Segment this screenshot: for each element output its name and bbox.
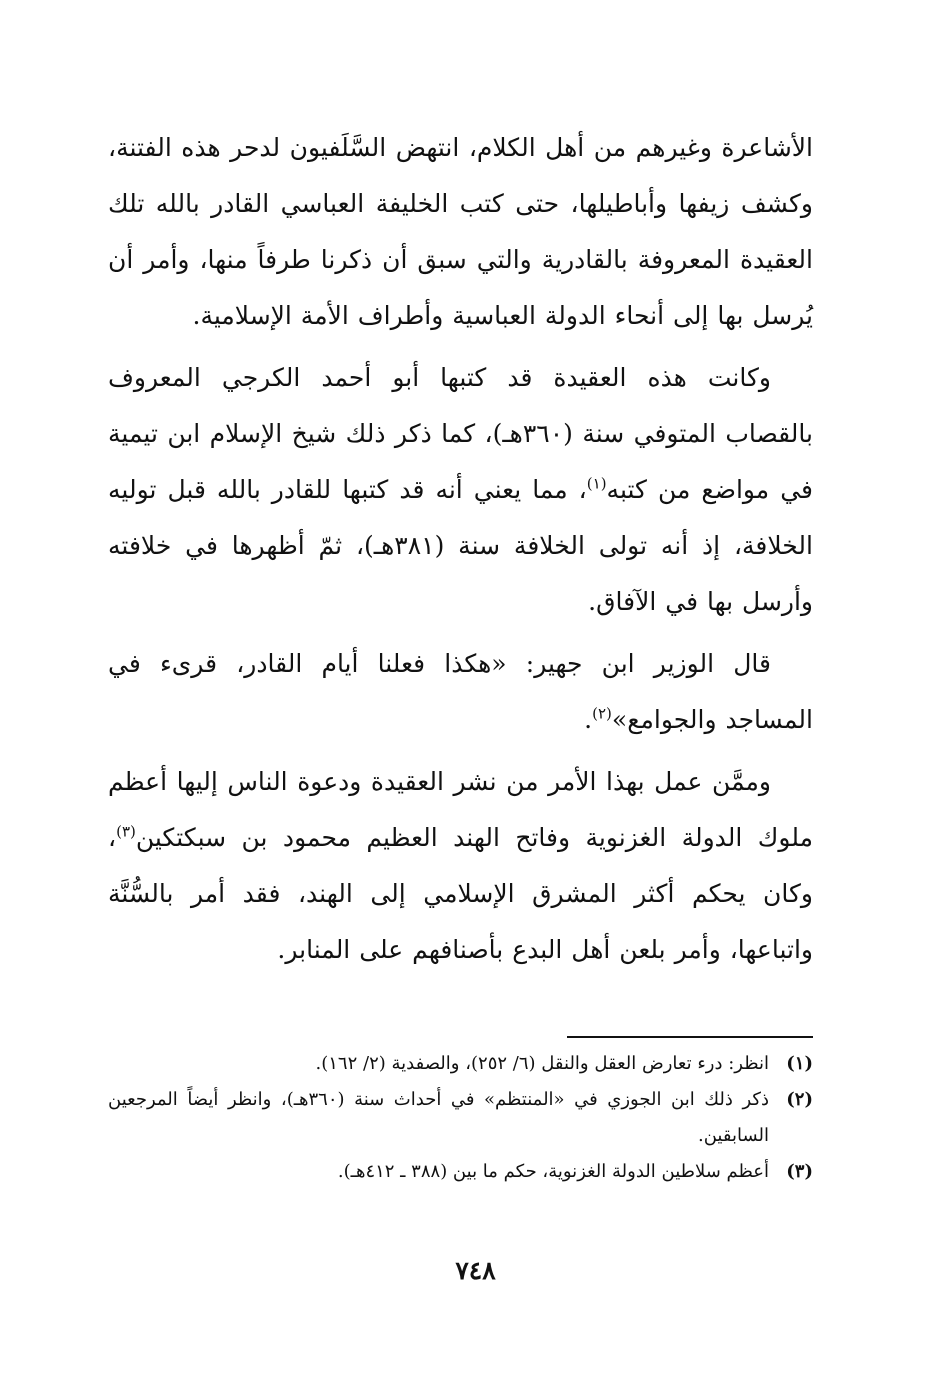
footnote-3-number: (٣): [786, 1161, 813, 1182]
paragraph-3-text-after: .: [584, 705, 593, 734]
footnote-1-text: انظر: درء تعارض العقل والنقل (٦/ ٢٥٢)، والصفدية (٢/ ١٦٢).: [315, 1053, 769, 1074]
footnote-3: [108, 1154, 813, 1190]
footnote-1-number: (١): [786, 1053, 813, 1074]
paragraph-4: [108, 754, 813, 978]
page-number: ٧٤٨: [455, 1256, 496, 1285]
paragraph-2: [108, 350, 813, 630]
paragraph-2-text-after: ، مما يعني أنه قد كتبها للقادر بالله قبل توليه الخلافة، إذ أنه تولى الخلافة سنة (٣٨١هـ)، ثمّ أظهرها في خلافته وأرسل بها في الآفاق.: [108, 475, 813, 616]
paragraph-1: [108, 120, 813, 344]
footnote-1: [108, 1046, 813, 1082]
footnote-separator: [567, 1036, 813, 1038]
paragraph-4-text-after: ، وكان يحكم أكثر المشرق الإسلامي إلى الهند، فقد أمر بالسُّنَّة واتباعها، وأمر بلعن أهل البدع بأصنافهم على المنابر.: [108, 823, 813, 964]
paragraph-4-text-before: وممَّن عمل بهذا الأمر من نشر العقيدة ودعوة الناس إليها أعظم ملوك الدولة الغزنوية وفاتح الهند العظيم محمود بن سبكتكين: [108, 767, 813, 852]
footnotes: [108, 1046, 813, 1190]
footnote-ref-2[interactable]: (٢): [592, 704, 612, 723]
footnote-3-text: أعظم سلاطين الدولة الغزنوية، حكم ما بين (٣٨٨ ـ ٤١٢هـ).: [337, 1161, 769, 1182]
paragraph-3: [108, 636, 813, 748]
paragraph-1-text: الأشاعرة وغيرهم من أهل الكلام، انتهض السَّلَفيون لدحر هذه الفتنة، وكشف زيفها وأباطيلها، حتى كتب الخليفة العباسي القادر بالله تلك العقيدة المعروفة بالقادرية والتي سبق أن ذكرنا طرفاً منها، وأمر أن يُرسل بها إلى أنحاء الدولة العباسية وأطراف الأمة الإسلامية.: [108, 133, 813, 330]
paragraph-2-text-before: وكانت هذه العقيدة قد كتبها أبو أحمد الكرجي المعروف بالقصاب المتوفي سنة (٣٦٠هـ)، كما ذكر ذلك شيخ الإسلام ابن تيمية في مواضع من كتبه: [108, 363, 814, 504]
footnote-ref-1[interactable]: (١): [586, 474, 607, 493]
footnote-2-number: (٢): [786, 1089, 813, 1110]
footnote-2: [108, 1082, 813, 1154]
paragraph-3-text-before: قال الوزير ابن جهير: «هكذا فعلنا أيام القادر، قرىء في المساجد والجوامع»: [108, 649, 813, 734]
footnote-ref-3[interactable]: (٣): [116, 822, 136, 841]
page-body: [108, 120, 813, 978]
footnote-2-text: ذكر ذلك ابن الجوزي في «المنتظم» في أحداث سنة (٣٦٠هـ)، وانظر أيضاً المرجعين السابقين.: [108, 1089, 769, 1146]
